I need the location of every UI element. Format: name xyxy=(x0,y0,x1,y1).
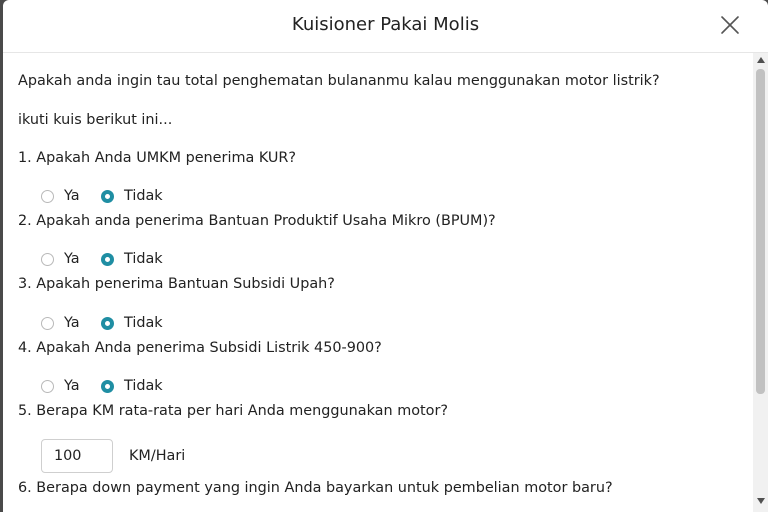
question-1-radio-tidak[interactable] xyxy=(101,190,114,203)
question-4-text: 4. Apakah Anda penerima Subsidi Listrik 450-900? xyxy=(18,340,382,356)
question-2-label-tidak[interactable]: Tidak xyxy=(124,251,163,267)
question-1-text: 1. Apakah Anda UMKM penerima KUR? xyxy=(18,150,297,166)
close-icon xyxy=(719,14,741,36)
close-button[interactable] xyxy=(719,14,741,36)
question-5-text: 5. Berapa KM rata-rata per hari Anda menggunakan motor? xyxy=(18,403,449,419)
km-per-day-input[interactable] xyxy=(41,439,113,473)
question-3-radio-ya[interactable] xyxy=(41,317,54,330)
question-3-label-ya[interactable]: Ya xyxy=(64,315,80,331)
question-4-radio-ya[interactable] xyxy=(41,380,54,393)
question-2-label-ya[interactable]: Ya xyxy=(64,251,80,267)
scrollbar[interactable] xyxy=(753,53,768,512)
question-2-text: 2. Apakah anda penerima Bantuan Produktif Usaha Mikro (BPUM)? xyxy=(18,213,496,229)
question-2-radio-ya[interactable] xyxy=(41,253,54,266)
question-4-label-ya[interactable]: Ya xyxy=(64,378,80,394)
triangle-up-icon xyxy=(757,57,765,63)
km-unit-label: KM/Hari xyxy=(129,448,186,464)
modal-body xyxy=(3,53,753,512)
question-1-label-tidak[interactable]: Tidak xyxy=(124,188,163,204)
question-2-radio-tidak[interactable] xyxy=(101,253,114,266)
question-4-label-tidak[interactable]: Tidak xyxy=(124,378,163,394)
question-4-radio-tidak[interactable] xyxy=(101,380,114,393)
intro-text: Apakah anda ingin tau total penghematan bulananmu kalau menggunakan motor listrik? xyxy=(18,73,660,89)
question-3-text: 3. Apakah penerima Bantuan Subsidi Upah? xyxy=(18,276,335,292)
subintro-text: ikuti kuis berikut ini... xyxy=(18,112,173,128)
scroll-up-button[interactable] xyxy=(753,55,768,67)
scroll-thumb[interactable] xyxy=(756,69,765,394)
question-1-label-ya[interactable]: Ya xyxy=(64,188,80,204)
triangle-down-icon xyxy=(757,498,765,504)
question-3-label-tidak[interactable]: Tidak xyxy=(124,315,163,331)
question-3-radio-tidak[interactable] xyxy=(101,317,114,330)
question-6-text: 6. Berapa down payment yang ingin Anda bayarkan untuk pembelian motor baru? xyxy=(18,480,613,496)
questionnaire-modal xyxy=(3,0,768,512)
modal-header xyxy=(3,0,768,53)
scroll-down-button[interactable] xyxy=(753,496,768,508)
modal-title: Kuisioner Pakai Molis xyxy=(291,14,480,35)
question-1-radio-ya[interactable] xyxy=(41,190,54,203)
